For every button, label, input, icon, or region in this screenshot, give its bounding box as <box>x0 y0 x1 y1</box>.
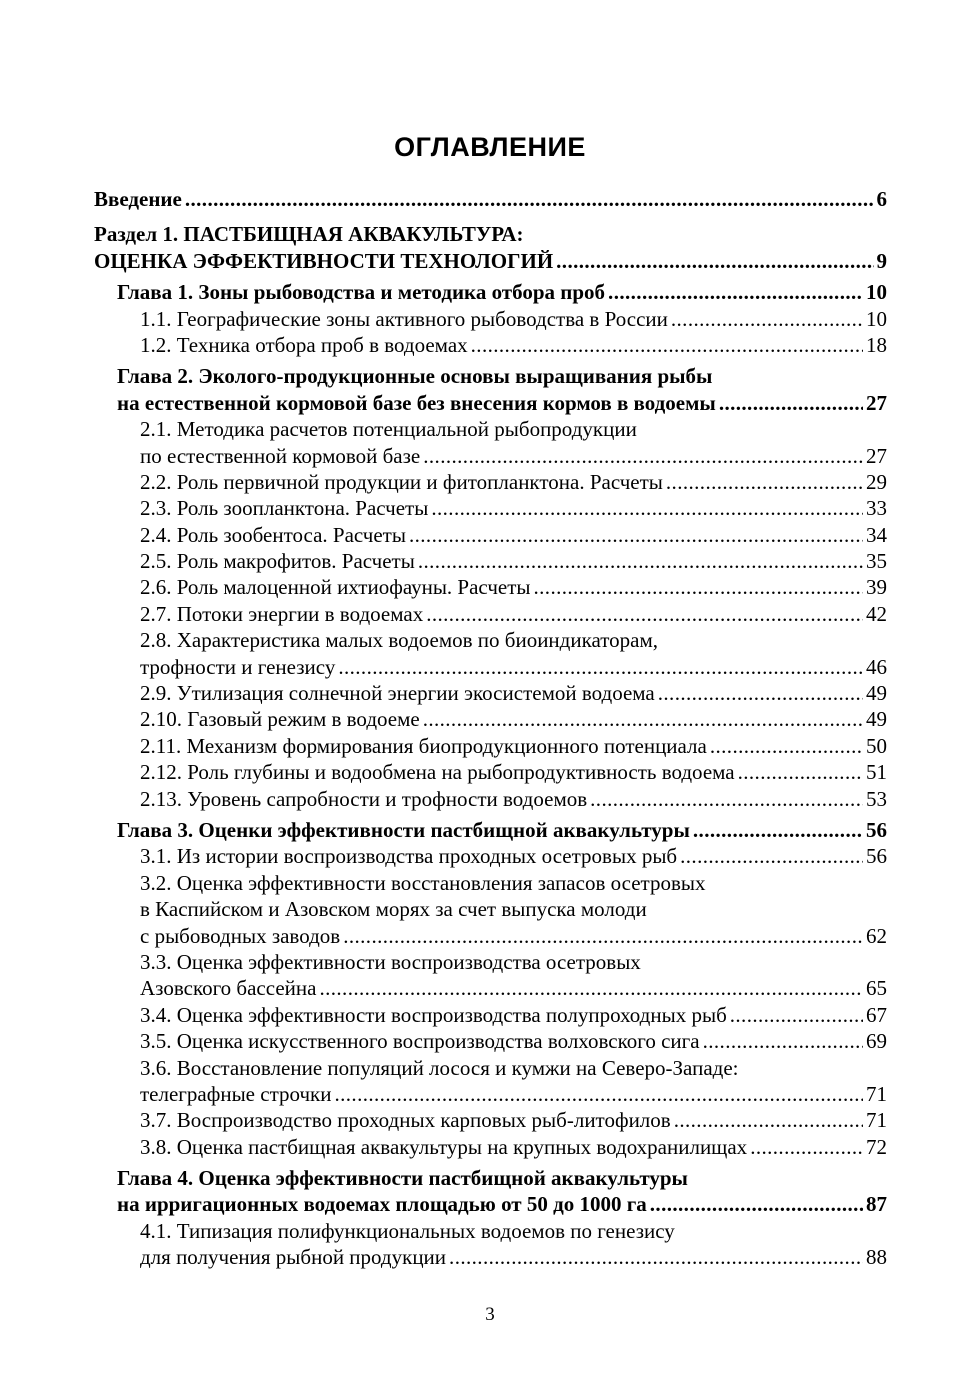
toc-dot-leader <box>658 680 863 706</box>
toc-page-number: 67 <box>866 1002 887 1027</box>
toc-page-number: 39 <box>866 575 887 600</box>
toc-entry-text: 3.6. Восстановление популяций лосося и кумжи на Северо-Западе: <box>140 1055 739 1080</box>
toc-entry-text: Глава 1. Зоны рыбоводства и методика отбора проб <box>117 280 606 305</box>
toc-entry-text: 3.5. Оценка искусственного воспроизводства волховского сига <box>140 1029 700 1054</box>
toc-subsection-entry[interactable] <box>94 548 887 574</box>
toc-subsection-entry[interactable] <box>94 843 887 869</box>
toc-subsection-entry[interactable] <box>94 469 887 495</box>
page-title: ОГЛАВЛЕНИЕ <box>394 132 586 162</box>
toc-page-number: 88 <box>866 1245 887 1270</box>
toc-page-number: 18 <box>866 332 887 357</box>
toc-page-number: 56 <box>866 844 887 869</box>
toc-entry-text: 2.1. Методика расчетов потенциальной рыбопродукции <box>140 417 637 442</box>
toc-dot-leader <box>418 548 863 574</box>
toc-subsection-entry[interactable] <box>94 627 887 680</box>
toc-entry-text: 1.2. Техника отбора проб в водоемах <box>140 332 468 357</box>
toc-chapter-entry[interactable] <box>94 1165 887 1218</box>
toc-page-number: 27 <box>866 390 887 415</box>
toc-dot-leader <box>671 306 863 332</box>
toc-dot-leader <box>431 495 863 521</box>
toc-entry-text: ОЦЕНКА ЭФФЕКТИВНОСТИ ТЕХНОЛОГИЙ <box>94 248 554 273</box>
toc-page-number: 9 <box>876 248 887 273</box>
toc-entry-text: Глава 3. Оценки эффективности пастбищной аквакультуры <box>117 817 690 842</box>
toc-subsection-entry[interactable] <box>94 601 887 627</box>
toc-entry-text: 3.3. Оценка эффективности воспроизводства осетровых <box>140 949 641 974</box>
toc-entry-text: телеграфные строчки <box>140 1081 332 1106</box>
toc-dot-leader <box>409 522 863 548</box>
toc-page-number: 62 <box>866 923 887 948</box>
toc-entry-text: 3.8. Оценка пастбищная аквакультуры на крупных водохранилищах <box>140 1134 748 1159</box>
toc-dot-leader <box>338 654 863 680</box>
toc-entry-text: 2.3. Роль зоопланктона. Расчеты <box>140 496 429 521</box>
toc-entry-text: 2.4. Роль зообентоса. Расчеты <box>140 522 406 547</box>
toc-subsection-entry[interactable] <box>94 1134 887 1160</box>
toc-section-entry[interactable] <box>94 186 887 212</box>
toc-page-number: 69 <box>866 1029 887 1054</box>
toc-chapter-entry[interactable] <box>94 817 887 843</box>
toc-entry-text: на естественной кормовой базе без внесения кормов в водоемы <box>117 390 716 415</box>
toc-entry-text: трофности и генезису <box>140 654 336 679</box>
toc-page-number: 50 <box>866 733 887 758</box>
toc-page-number: 49 <box>866 707 887 732</box>
toc-dot-leader <box>590 786 863 812</box>
toc-dot-leader <box>674 1107 863 1133</box>
toc-page-number: 72 <box>866 1134 887 1159</box>
toc-subsection-entry[interactable] <box>94 1002 887 1028</box>
toc-page-number: 71 <box>866 1081 887 1106</box>
toc-page-number: 53 <box>866 786 887 811</box>
toc-dot-leader <box>471 332 863 358</box>
toc-page-number: 29 <box>866 469 887 494</box>
toc-entry-text: в Каспийском и Азовском морях за счет выпуска молоди <box>140 897 647 922</box>
toc-dot-leader <box>693 817 863 843</box>
toc-subsection-entry[interactable] <box>94 1107 887 1133</box>
toc-subsection-entry[interactable] <box>94 733 887 759</box>
toc-subsection-entry[interactable] <box>94 949 887 1002</box>
toc-subsection-entry[interactable] <box>94 1028 887 1054</box>
page-number: 3 <box>485 1304 495 1325</box>
toc-dot-leader <box>423 706 863 732</box>
toc-entry-text: Введение <box>94 187 182 211</box>
toc-dot-leader <box>730 1002 863 1028</box>
toc-page-number: 46 <box>866 654 887 679</box>
toc-subsection-entry[interactable] <box>94 680 887 706</box>
toc-dot-leader <box>719 390 863 416</box>
toc-page-number: 65 <box>866 976 887 1001</box>
toc-entry-text: 1.1. Географические зоны активного рыбоводства в России <box>140 306 668 331</box>
toc-entry-text: 2.5. Роль макрофитов. Расчеты <box>140 549 415 574</box>
toc-chapter-entry[interactable] <box>94 279 887 305</box>
toc-subsection-entry[interactable] <box>94 574 887 600</box>
toc-entry-text: 2.8. Характеристика малых водоемов по биоиндикаторам, <box>140 628 659 653</box>
toc-entry-text: 3.1. Из истории воспроизводства проходных осетровых рыб <box>140 844 678 869</box>
toc-page-number: 33 <box>866 496 887 521</box>
toc-page-number: 87 <box>866 1192 887 1217</box>
toc-dot-leader <box>650 1191 863 1217</box>
toc-dot-leader <box>334 1081 863 1107</box>
toc-section-entry[interactable] <box>94 221 887 274</box>
toc-dot-leader <box>449 1244 863 1270</box>
toc-entry-text: для получения рыбной продукции <box>140 1245 447 1270</box>
toc-entry-text: 2.7. Потоки энергии в водоемах <box>140 601 424 626</box>
toc-entry-text: 2.9. Утилизация солнечной энергии экосистемой водоема <box>140 681 655 706</box>
toc-entry-text: 2.11. Механизм формирования биопродукционного потенциала <box>140 733 707 758</box>
toc-dot-leader <box>556 248 873 274</box>
toc-entry-text: на ирригационных водоемах площадью от 50 до 1000 га <box>117 1192 647 1217</box>
toc-entry-text: 2.2. Роль первичной продукции и фитопланктона. Расчеты <box>140 469 663 494</box>
toc-entry-text: Азовского бассейна <box>140 976 317 1001</box>
toc-page-number: 51 <box>866 760 887 785</box>
toc-entry-text: с рыбоводных заводов <box>140 923 341 948</box>
toc-dot-leader <box>185 186 874 212</box>
toc-subsection-entry[interactable] <box>94 706 887 732</box>
toc-dot-leader <box>426 601 863 627</box>
toc-page-number: 34 <box>866 522 887 547</box>
toc-dot-leader <box>666 469 863 495</box>
toc-subsection-entry[interactable] <box>94 522 887 548</box>
toc-subsection-entry[interactable] <box>94 870 887 949</box>
toc-page-number: 71 <box>866 1108 887 1133</box>
toc-subsection-entry[interactable] <box>94 759 887 785</box>
toc-subsection-entry[interactable] <box>94 786 887 812</box>
toc-subsection-entry[interactable] <box>94 416 887 469</box>
toc-page-number: 35 <box>866 549 887 574</box>
toc-subsection-entry[interactable] <box>94 1218 887 1271</box>
toc-subsection-entry[interactable] <box>94 495 887 521</box>
toc-page-number: 10 <box>866 280 887 305</box>
toc-dot-leader <box>608 279 863 305</box>
toc-entry-text: Глава 4. Оценка эффективности пастбищной аквакультуры <box>117 1166 688 1191</box>
toc-dot-leader <box>750 1134 863 1160</box>
toc-page-number: 6 <box>876 187 887 211</box>
toc-page-number: 49 <box>866 681 887 706</box>
toc-entry-text: по естественной кормовой базе <box>140 443 421 468</box>
toc-entry-text: 2.6. Роль малоценной ихтиофауны. Расчеты <box>140 575 531 600</box>
toc-entry-text: 3.4. Оценка эффективности воспроизводства полупроходных рыб <box>140 1002 727 1027</box>
toc-entry-text: 4.1. Типизация полифункциональных водоемов по генезису <box>140 1218 675 1243</box>
toc-entry-text: 2.12. Роль глубины и водообмена на рыбопродуктивность водоема <box>140 760 735 785</box>
toc-entry-text: 2.13. Уровень сапробности и трофности водоемов <box>140 786 588 811</box>
toc-subsection-entry[interactable] <box>94 332 887 358</box>
toc-dot-leader <box>738 759 863 785</box>
toc-entry-text: 3.7. Воспроизводство проходных карповых рыб-литофилов <box>140 1108 671 1133</box>
toc-page-number: 42 <box>866 601 887 626</box>
toc-chapter-entry[interactable] <box>94 363 887 416</box>
toc-entry-text: Раздел 1. ПАСТБИЩНАЯ АКВАКУЛЬТУРА: <box>94 222 524 247</box>
table-of-contents <box>94 186 887 1271</box>
toc-entry-text: 3.2. Оценка эффективности восстановления запасов осетровых <box>140 870 706 895</box>
toc-dot-leader <box>319 975 863 1001</box>
toc-dot-leader <box>710 733 863 759</box>
toc-entry-text: Глава 2. Эколого-продукционные основы выращивания рыбы <box>117 364 713 389</box>
toc-page-number: 27 <box>866 443 887 468</box>
toc-subsection-entry[interactable] <box>94 306 887 332</box>
toc-dot-leader <box>343 923 863 949</box>
toc-subsection-entry[interactable] <box>94 1055 887 1108</box>
toc-dot-leader <box>680 843 863 869</box>
toc-dot-leader <box>703 1028 863 1054</box>
toc-page-number: 56 <box>866 817 887 842</box>
toc-dot-leader <box>534 574 864 600</box>
toc-entry-text: 2.10. Газовый режим в водоеме <box>140 707 420 732</box>
toc-dot-leader <box>423 443 863 469</box>
toc-page-number: 10 <box>866 306 887 331</box>
